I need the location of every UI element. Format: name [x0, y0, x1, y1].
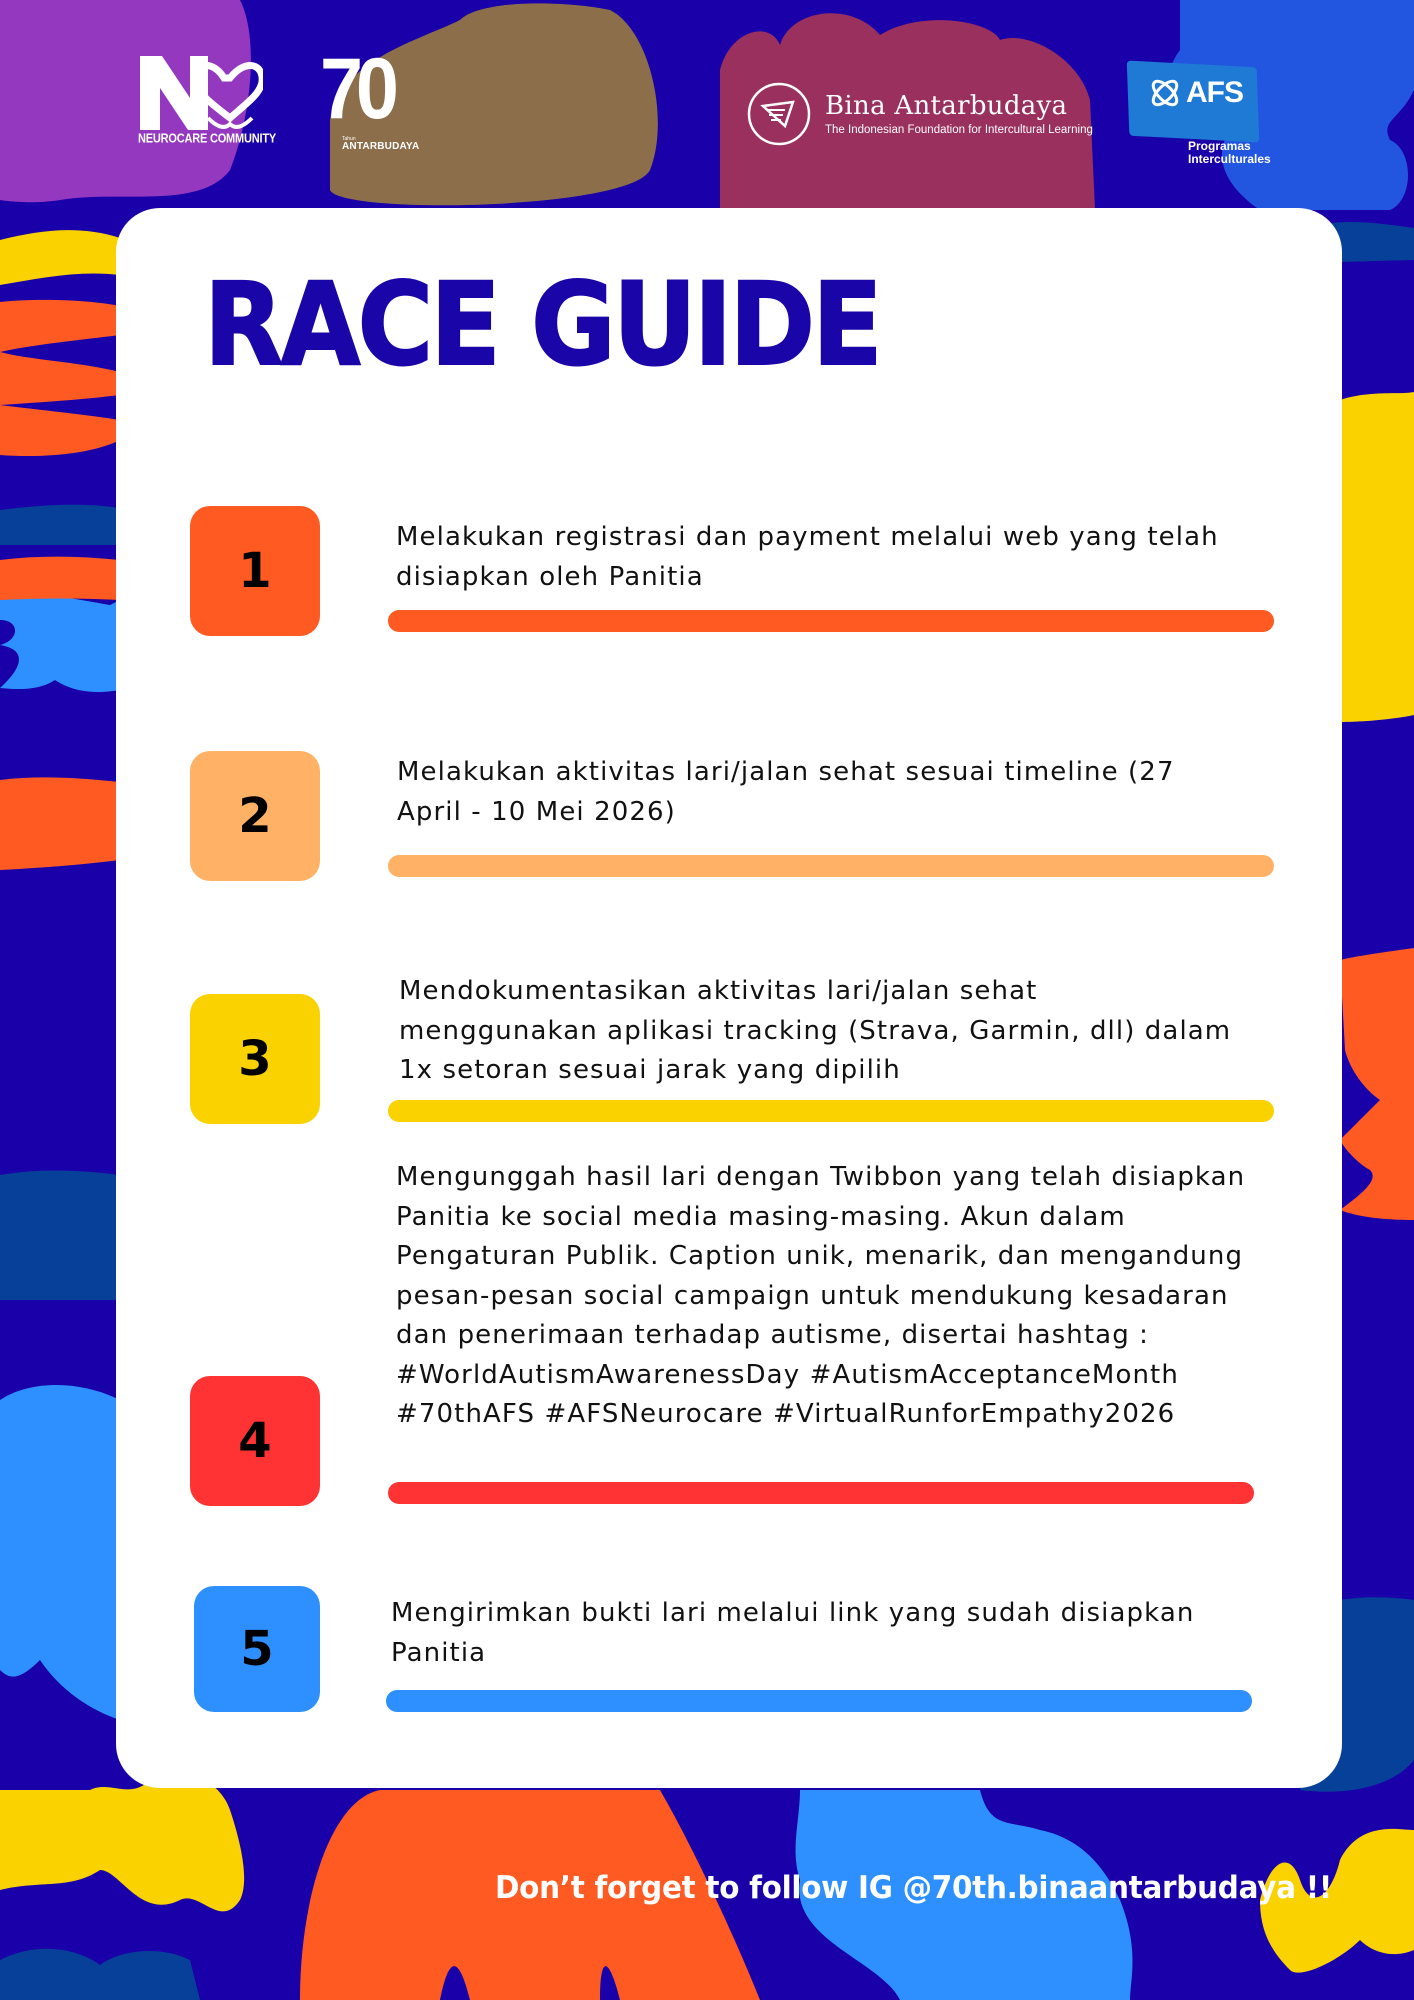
afs-globe-icon: [1148, 76, 1182, 110]
step-underline: [386, 1690, 1252, 1712]
step-number-badge: 5: [194, 1586, 320, 1712]
step-underline: [388, 610, 1274, 632]
bina-name: Bina Antarbudaya: [825, 90, 1068, 121]
bina-emblem-icon: [745, 80, 813, 148]
step-underline: [388, 855, 1274, 877]
seventy-name: ANTARBUDAYA: [342, 141, 420, 152]
blob-yellow-right: [1340, 392, 1414, 722]
step-text: Melakukan registrasi dan payment melalui web yang telah disiapkan oleh Panitia: [396, 522, 1219, 592]
seventy-years-logo: [320, 41, 430, 152]
step-text: Mengunggah hasil lari dengan Twibbon yang telah disiapkan Panitia ke social media masing-masing. Akun dalam Pengaturan Publik. Caption unik, menarik, dan mengandung pesan-pesan social campaign untuk mendukung kesadaran dan penerimaan terhadap autisme, disertai hashtag : #WorldAutismAwarenessDay #AutismAcceptanceMonth #70thAFS #AFSNeurocare #VirtualRunforEmpathy2026: [396, 1162, 1246, 1429]
bina-antarbudaya-logo: [745, 74, 1115, 154]
step-text: Mengirimkan bukti lari melalui link yang sudah disiapkan Panitia: [391, 1598, 1195, 1668]
step-text: Melakukan aktivitas lari/jalan sehat sesuai timeline (27 April - 10 Mei 2026): [397, 757, 1175, 827]
afs-subtitle-line1: Programas: [1188, 139, 1251, 153]
blob-blue-left: [0, 596, 120, 692]
afs-logo: [1128, 64, 1288, 174]
race-guide-card: [116, 208, 1342, 1788]
step-underline: [388, 1482, 1254, 1504]
step-number-badge: 3: [190, 994, 320, 1124]
neurocare-heart-hands-icon: [138, 52, 263, 130]
neurocare-label: NEUROCARE COMMUNITY: [138, 132, 276, 146]
page-title: RACE GUIDE: [204, 258, 880, 392]
step-number-badge: 1: [190, 506, 320, 636]
seventy-small-label: Tahun: [342, 136, 356, 142]
step-underline: [388, 1100, 1274, 1122]
step-number-badge: 4: [190, 1376, 320, 1506]
seventy-number: 70: [320, 41, 392, 137]
blob-orange-left: [0, 300, 120, 456]
afs-subtitle-line2: Interculturales: [1188, 152, 1271, 166]
step-number-badge: 2: [190, 751, 320, 881]
neurocare-logo: [138, 52, 276, 157]
bina-tagline: The Indonesian Foundation for Intercultural Learning: [825, 123, 1093, 136]
step-text: Mendokumentasikan aktivitas lari/jalan sehat menggunakan aplikasi tracking (Strava, Garmin, dll) dalam 1x setoran sesuai jarak yang dipilih: [399, 976, 1232, 1085]
instagram-follow-callout: Don’t forget to follow IG @70th.binaantarbudaya !!: [495, 1870, 1333, 1906]
afs-name: AFS: [1186, 76, 1243, 109]
